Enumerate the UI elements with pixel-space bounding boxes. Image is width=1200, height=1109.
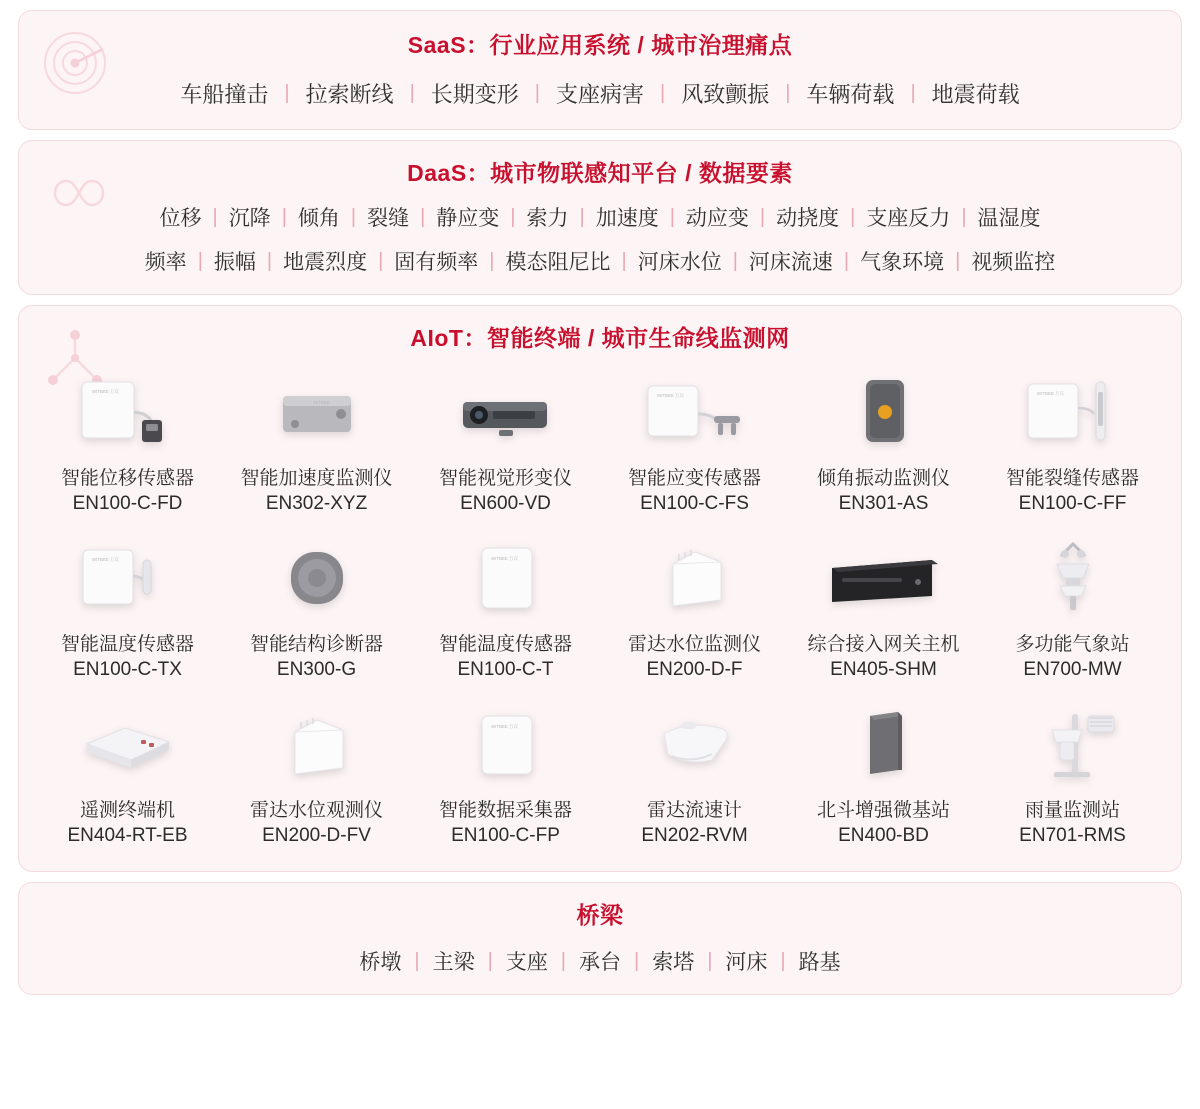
device-card[interactable] bbox=[33, 529, 222, 689]
device-model: EN100-C-TX bbox=[73, 659, 182, 680]
device-model: EN302-XYZ bbox=[265, 493, 368, 514]
device-name: 智能视觉形变仪 bbox=[438, 468, 572, 489]
saas-item: 风致颤振 bbox=[681, 82, 770, 107]
device-model: EN300-G bbox=[276, 659, 357, 680]
saas-card bbox=[18, 10, 1182, 130]
separator: | bbox=[579, 205, 585, 228]
device-name: 智能数据采集器 bbox=[438, 800, 572, 821]
device-card[interactable] bbox=[789, 529, 978, 689]
device-image-radar-horn bbox=[602, 699, 787, 791]
device-card[interactable] bbox=[222, 529, 411, 689]
device-model: EN200-D-F bbox=[646, 659, 743, 680]
device-card[interactable] bbox=[600, 695, 789, 855]
device-card[interactable] bbox=[222, 363, 411, 523]
device-model: EN202-RVM bbox=[641, 825, 748, 846]
daas-item: 固有频率 bbox=[394, 251, 479, 274]
device-name: 遥测终端机 bbox=[79, 800, 175, 821]
device-name: 雷达水位监测仪 bbox=[627, 634, 761, 655]
device-grid bbox=[33, 363, 1167, 855]
device-card[interactable] bbox=[978, 529, 1167, 689]
device-image-rack-server bbox=[791, 533, 976, 625]
device-model: EN701-RMS bbox=[1019, 825, 1126, 846]
daas-item: 地震烈度 bbox=[283, 251, 368, 274]
separator: | bbox=[560, 949, 566, 972]
bridge-item: 路基 bbox=[798, 951, 841, 974]
device-model: EN200-D-FV bbox=[262, 825, 371, 846]
device-image-dark-rounded-box bbox=[791, 367, 976, 459]
saas-title: SaaS：行业应用系统 / 城市治理痛点 bbox=[407, 32, 793, 58]
device-image-panel-with-cable bbox=[35, 367, 220, 459]
separator: | bbox=[212, 205, 218, 228]
device-image-panel-with-arm bbox=[602, 367, 787, 459]
device-card[interactable] bbox=[600, 529, 789, 689]
device-card[interactable] bbox=[600, 363, 789, 523]
device-image-metal-box bbox=[224, 367, 409, 459]
device-model: EN405-SHM bbox=[830, 659, 937, 680]
device-name: 智能温度传感器 bbox=[438, 634, 572, 655]
device-card[interactable] bbox=[33, 695, 222, 855]
device-image-camera bbox=[413, 367, 598, 459]
separator: | bbox=[409, 82, 415, 104]
separator: | bbox=[961, 205, 967, 228]
device-image-plain-panel-2 bbox=[413, 699, 598, 791]
svg-text:WITBEE 万宾: WITBEE 万宾 bbox=[656, 393, 684, 398]
separator: | bbox=[785, 82, 791, 104]
device-model: EN404-RT-EB bbox=[67, 825, 188, 846]
bridge-item: 桥墩 bbox=[359, 951, 402, 974]
daas-item: 气象环境 bbox=[860, 251, 945, 274]
separator: | bbox=[534, 82, 540, 104]
bridge-item: 主梁 bbox=[432, 951, 475, 974]
device-card[interactable] bbox=[978, 695, 1167, 855]
device-card[interactable] bbox=[978, 363, 1167, 523]
device-name: 智能裂缝传感器 bbox=[1005, 468, 1139, 489]
svg-text:WITBEE 万宾: WITBEE 万宾 bbox=[91, 389, 119, 394]
daas-item: 沉降 bbox=[228, 207, 271, 230]
separator: | bbox=[284, 82, 290, 104]
daas-item: 加速度 bbox=[595, 207, 659, 230]
device-name: 智能应变传感器 bbox=[627, 468, 761, 489]
separator: | bbox=[669, 205, 675, 228]
bridge-item: 河床 bbox=[725, 951, 768, 974]
bridge-item: 支座 bbox=[505, 951, 548, 974]
daas-item: 支座反力 bbox=[866, 207, 951, 230]
separator: | bbox=[420, 205, 426, 228]
separator: | bbox=[350, 205, 357, 228]
daas-item-row-2 bbox=[39, 246, 1161, 276]
saas-item: 车辆荷载 bbox=[806, 82, 895, 107]
device-image-gray-pillar bbox=[791, 699, 976, 791]
daas-title: DaaS：城市物联感知平台 / 数据要素 bbox=[407, 160, 793, 186]
daas-card bbox=[18, 140, 1182, 295]
device-name: 智能温度传感器 bbox=[60, 634, 194, 655]
device-name: 北斗增强微基站 bbox=[816, 800, 950, 821]
device-image-white-cube-2 bbox=[224, 699, 409, 791]
daas-item: 温湿度 bbox=[977, 207, 1041, 230]
separator: | bbox=[414, 949, 420, 972]
separator: | bbox=[489, 249, 495, 272]
device-model: EN100-C-FP bbox=[451, 825, 560, 846]
device-card[interactable] bbox=[222, 695, 411, 855]
device-image-flat-terminal bbox=[35, 699, 220, 791]
svg-text:WITBEE 万宾: WITBEE 万宾 bbox=[490, 724, 518, 729]
bridge-card bbox=[18, 882, 1182, 995]
device-card[interactable] bbox=[789, 363, 978, 523]
device-name: 倾角振动监测仪 bbox=[816, 468, 950, 489]
separator: | bbox=[378, 249, 384, 272]
separator: | bbox=[732, 249, 738, 272]
device-image-gray-knob bbox=[224, 533, 409, 625]
bridge-item: 索塔 bbox=[652, 951, 695, 974]
separator: | bbox=[487, 949, 493, 972]
device-name: 智能位移传感器 bbox=[60, 468, 194, 489]
device-card[interactable] bbox=[33, 363, 222, 523]
svg-text:WITBEE: WITBEE bbox=[312, 400, 330, 405]
separator: | bbox=[955, 249, 961, 272]
saas-item: 支座病害 bbox=[555, 82, 644, 107]
device-model: EN100-C-FD bbox=[72, 493, 183, 514]
separator: | bbox=[843, 249, 850, 272]
device-image-plain-panel bbox=[413, 533, 598, 625]
device-name: 雷达水位观测仪 bbox=[249, 800, 383, 821]
daas-item: 视频监控 bbox=[971, 251, 1056, 274]
device-card[interactable] bbox=[411, 695, 600, 855]
device-card[interactable] bbox=[411, 363, 600, 523]
bridge-title: 桥梁 bbox=[576, 902, 624, 928]
device-name: 多功能气象站 bbox=[1015, 634, 1130, 655]
separator: | bbox=[634, 949, 640, 972]
daas-item: 裂缝 bbox=[367, 207, 410, 230]
daas-item: 索力 bbox=[526, 207, 569, 230]
daas-item: 动挠度 bbox=[776, 207, 840, 230]
device-name: 智能加速度监测仪 bbox=[240, 468, 393, 489]
device-image-panel-with-rod bbox=[980, 367, 1165, 459]
device-image-weather-station bbox=[980, 533, 1165, 625]
device-image-rain-gauge-station bbox=[980, 699, 1165, 791]
device-model: EN700-MW bbox=[1023, 659, 1122, 680]
saas-item: 地震荷载 bbox=[931, 82, 1020, 107]
separator: | bbox=[510, 205, 516, 228]
daas-item: 河床流速 bbox=[748, 251, 833, 274]
separator: | bbox=[850, 205, 856, 228]
device-model: EN400-BD bbox=[838, 825, 929, 846]
svg-text:WITBEE 万宾: WITBEE 万宾 bbox=[1036, 391, 1064, 396]
separator: | bbox=[197, 249, 203, 272]
device-image-panel-with-probe bbox=[35, 533, 220, 625]
separator: | bbox=[780, 949, 786, 972]
separator: | bbox=[707, 949, 713, 972]
daas-item: 河床水位 bbox=[637, 251, 722, 274]
bridge-item: 承台 bbox=[579, 951, 621, 974]
daas-item-row-1 bbox=[39, 202, 1161, 232]
device-model: EN100-C-T bbox=[457, 659, 554, 680]
device-card[interactable] bbox=[411, 529, 600, 689]
separator: | bbox=[759, 205, 766, 228]
separator: | bbox=[621, 249, 627, 272]
separator: | bbox=[910, 82, 916, 104]
device-model: EN600-VD bbox=[460, 493, 551, 514]
device-name: 智能结构诊断器 bbox=[249, 634, 383, 655]
device-card[interactable] bbox=[789, 695, 978, 855]
device-name: 雷达流速计 bbox=[646, 800, 742, 821]
saas-item: 车船撞击 bbox=[180, 82, 269, 107]
bridge-item-row bbox=[39, 946, 1161, 976]
device-model: EN301-AS bbox=[838, 493, 929, 514]
daas-item: 频率 bbox=[144, 251, 187, 274]
device-name: 雨量监测站 bbox=[1024, 800, 1120, 821]
daas-item: 静应变 bbox=[436, 207, 500, 230]
separator: | bbox=[266, 249, 273, 272]
daas-item: 振幅 bbox=[213, 251, 256, 274]
device-name: 综合接入网关主机 bbox=[807, 634, 960, 655]
svg-text:WITBEE 万宾: WITBEE 万宾 bbox=[490, 556, 518, 561]
daas-item: 位移 bbox=[159, 207, 202, 230]
device-model: EN100-C-FF bbox=[1018, 493, 1127, 514]
saas-item: 长期变形 bbox=[430, 82, 519, 107]
daas-item: 动应变 bbox=[685, 207, 749, 230]
aiot-card bbox=[18, 305, 1182, 872]
saas-item: 拉索断线 bbox=[305, 82, 394, 107]
svg-text:WITBEE 万宾: WITBEE 万宾 bbox=[91, 557, 119, 562]
daas-item: 倾角 bbox=[297, 207, 340, 230]
separator: | bbox=[660, 82, 666, 104]
saas-item-row bbox=[39, 78, 1161, 109]
device-model: EN100-C-FS bbox=[640, 493, 749, 514]
device-image-white-cube bbox=[602, 533, 787, 625]
separator: | bbox=[281, 205, 287, 228]
daas-item: 模态阻尼比 bbox=[505, 251, 611, 274]
aiot-title: AIoT：智能终端 / 城市生命线监测网 bbox=[410, 325, 790, 351]
